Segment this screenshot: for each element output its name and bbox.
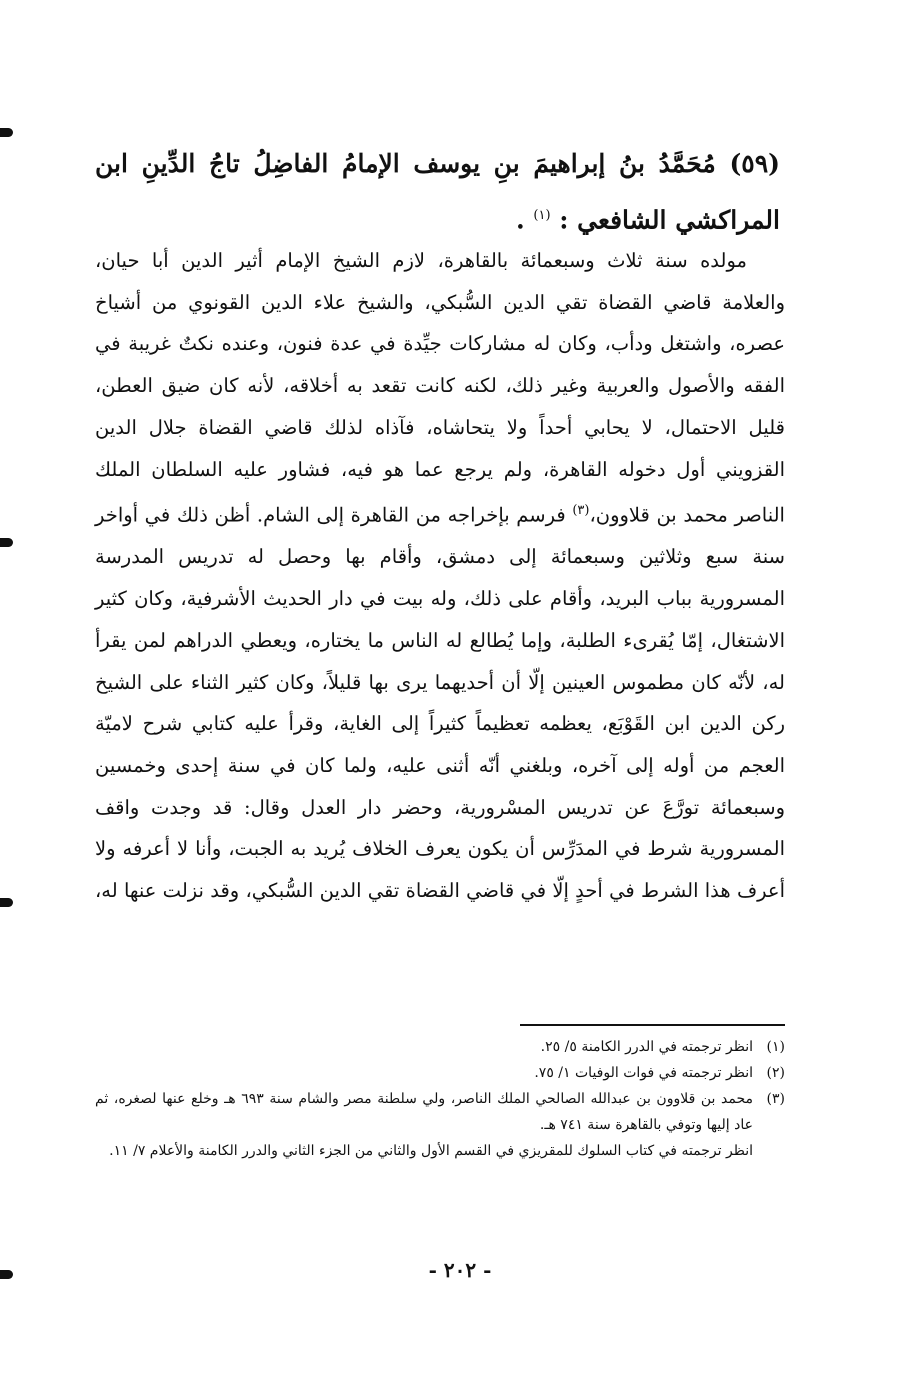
body-paragraph — [95, 240, 785, 912]
footnote-number: (٣) — [766, 1091, 785, 1107]
footnote-continuation — [95, 1138, 785, 1164]
footnote-text: انظر ترجمته في الدرر الكامنة ٥/ ٢٥. — [540, 1039, 753, 1055]
body-text-part2: فرسم بإخراجه من القاهرة إلى الشام. أظن ذلك في أواخر سنة سبع وثلاثين وسبعمائة إلى دمشق، وأقام بها وحصل له تدريس المدرسة المسرورية بباب البريد، وأقام على ذلك، وله بيت في دار الحديث الأشرفية، وكان كثير الاشتغال، إمّا يُقرىء الطلبة، وإما يُطالع له الناس ما يختاره، ويعطي الدراهم لمن يقرأ له، لأنّه كان مطموس العينين إلّا أن أحديهما يرى بها قليلاً، وكان كثير الثناء على الشيخ ركن الدين ابن القَوْبَع، يعظمه تعظيماً كثيراً إلى الغاية، وقرأ عليه كتابي شرح لاميّة العجم من أوله إلى آخره، وبلغني أنّه أثنى عليه، ولما كان في سنة إحدى وخمسين وسبعمائة تورَّعَ عن تدريس المسْرورية، وحضر دار العدل وقال: قد وجدت واقف المسرورية شرط في المدَرِّس أن يكون يعرف الخلاف يُريد به الجبت، وأنا لا أعرفه ولا أعرف هذا الشرط في أحدٍ إلّا في قاضي القضاة تقي الدين السُّبكي، وقد نزلت عنها له، — [95, 503, 785, 903]
scan-edge-mark — [0, 128, 13, 137]
heading-end: . — [515, 205, 525, 235]
scan-edge-mark — [0, 538, 13, 547]
footnote — [95, 1034, 785, 1060]
footnote-ref: (٣) — [572, 503, 590, 519]
footnote — [95, 1086, 785, 1138]
footnote-text: محمد بن قلاوون بن عبدالله الصالحي الملك الناصر، ولي سلطنة مصر والشام سنة ٦٩٣ هـ وخلع عنها لصغره، ثم عاد إليها وتوفي بالقاهرة سنة ٧٤١ هـ. — [95, 1091, 753, 1133]
footnote-number: (١) — [766, 1039, 785, 1055]
footnote-text: انظر ترجمته في فوات الوفيات ١/ ٧٥. — [534, 1065, 753, 1081]
body-text-part1: مولده سنة ثلاث وسبعمائة بالقاهرة، لازم الشيخ الإمام أثير الدين أبا حيان، والعلامة قاضي القضاة تقي الدين السُّبكي، والشيخ علاء الدين القونوي من أشياخ عصره، واشتغل ودأب، وكان له مشاركات جيِّدة في عدة فنون، وعنده نكتٌ غريبة في الفقه والأصول والعربية وغير ذلك، لكنه كانت تقعد به أخلاقه، لأنه كان ضيق العطن، قليل الاحتمال، لا يحابي أحداً ولا يتحاشاه، فآذاه لذلك قاضي القضاة جلال الدين القزويني أول دخوله القاهرة، ولم يرجع عما هو فيه، فشاور عليه السلطان الملك الناصر محمد بن قلاوون، — [95, 249, 785, 527]
footnotes — [95, 1034, 785, 1164]
footnote — [95, 1060, 785, 1086]
entry-heading — [95, 138, 780, 246]
scan-edge-mark — [0, 898, 13, 907]
entry-title: مُحَمَّدُ بنُ إبراهيمَ بنِ يوسف الإمامُ الفاضِلُ تاجُ الدِّينِ ابن المراكشي الشافعي : — [95, 149, 780, 235]
footnote-ref: (١) — [533, 208, 551, 223]
footnote-number: (٢) — [766, 1065, 785, 1081]
footnote-continuation-text: انظر ترجمته في كتاب السلوك للمقريزي في القسم الأول والثاني من الجزء الثاني والدرر الكامنة والأعلام ٧/ ١١. — [109, 1143, 753, 1159]
scan-edge-mark — [0, 1270, 13, 1279]
footnote-separator — [520, 1024, 785, 1026]
page-number: - ٢٠٢ - — [428, 1258, 492, 1282]
entry-number: (٥٩) — [729, 149, 780, 178]
